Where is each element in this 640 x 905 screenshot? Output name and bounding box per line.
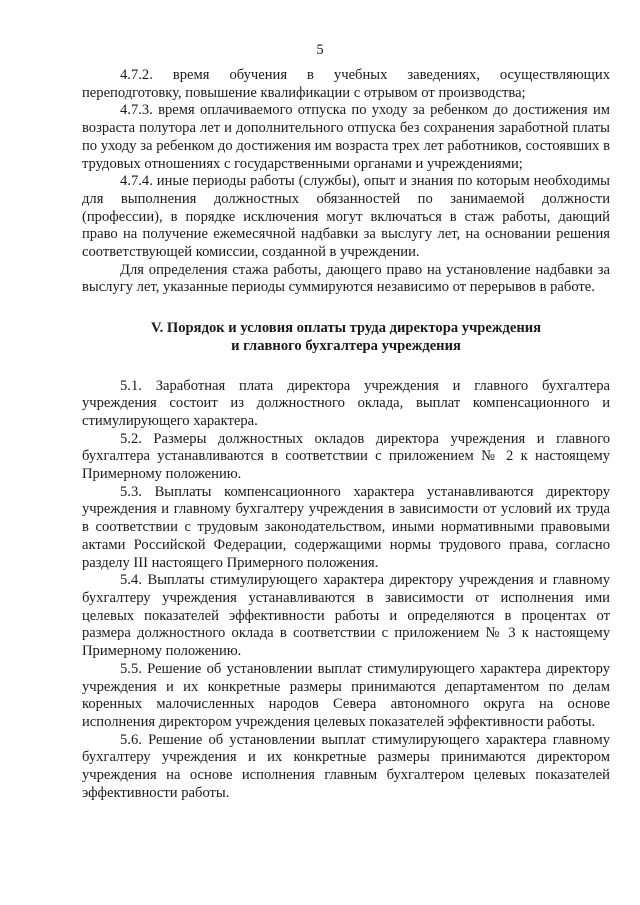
paragraph-5-1: 5.1. Заработная плата директора учреждения и главного бухгалтера учреждения состоит из должностного оклада, выплат компенсационного и стимулирующего характера. bbox=[82, 377, 610, 429]
section-heading bbox=[82, 320, 610, 355]
paragraph-5-2: 5.2. Размеры должностных окладов директора учреждения и главного бухгалтера устанавливаются в соответствии с приложением № 2 к настоящему Примерному положению. bbox=[82, 430, 610, 483]
paragraph-4-7-2: 4.7.2. время обучения в учебных заведениях, осуществляющих переподготовку, повышение квалификации с отрывом от производства; bbox=[82, 67, 610, 101]
paragraph-5-6: 5.6. Решение об установлении выплат стимулирующего характера главному бухгалтеру учреждения и их конкретные размеры принимаются директором учреждения на основе исполнения главным бухгалтером целевых показателей эффективности работы. bbox=[82, 731, 610, 801]
section-heading-line-2: и главного бухгалтера учреждения bbox=[231, 337, 461, 354]
section-heading-line-1: V. Порядок и условия оплаты труда директора учреждения bbox=[150, 320, 542, 337]
paragraph-seniority-note: Для определения стажа работы, дающего право на установление надбавки за выслугу лет, указанные периоды суммируются независимо от перерывов в работе. bbox=[82, 261, 610, 296]
paragraph-5-4: 5.4. Выплаты стимулирующего характера директору учреждения и главному бухгалтеру учреждения устанавливаются в зависимости от исполнения ими целевых показателей эффективности работы и определяются в процентах от размера должностного оклада в соответствии с приложением № 3 к настоящему Примерному положению. bbox=[82, 572, 610, 660]
paragraph-4-7-3: 4.7.3. время оплачиваемого отпуска по уходу за ребенком до достижения им возраста полутора лет и дополнительного отпуска без сохранения заработной платы по уходу за ребенком до достижения им возраста трех лет работников, состоявших в трудовых отношениях с государственными органами и учреждениями; bbox=[82, 102, 610, 172]
paragraph-5-5: 5.5. Решение об установлении выплат стимулирующего характера директору учреждения и их конкретные размеры принимаются департаментом по делам коренных малочисленных народов Севера автономного округа на основе исполнения директором учреждения целевых показателей эффективности работы. bbox=[82, 660, 610, 730]
paragraph-5-3: 5.3. Выплаты компенсационного характера устанавливаются директору учреждения и главному бухгалтеру учреждения в зависимости от условий их труда в соответствии с трудовым законодательством, иными нормативными правовыми актами Российской Федерации, содержащими нормы трудового права, согласно разделу III настоящего Примерного положения. bbox=[82, 483, 610, 571]
document-body bbox=[82, 67, 610, 802]
page-number: 5 bbox=[316, 42, 324, 58]
paragraph-4-7-4: 4.7.4. иные периоды работы (службы), опыт и знания по которым необходимы для выполнения должностных обязанностей по занимаемой должности (профессии), в порядке исключения могут включаться в стаж работы, дающий право на получение ежемесячной надбавки за выслугу лет, на основании решения соответствующей комиссии, созданной в учреждении. bbox=[82, 173, 610, 261]
